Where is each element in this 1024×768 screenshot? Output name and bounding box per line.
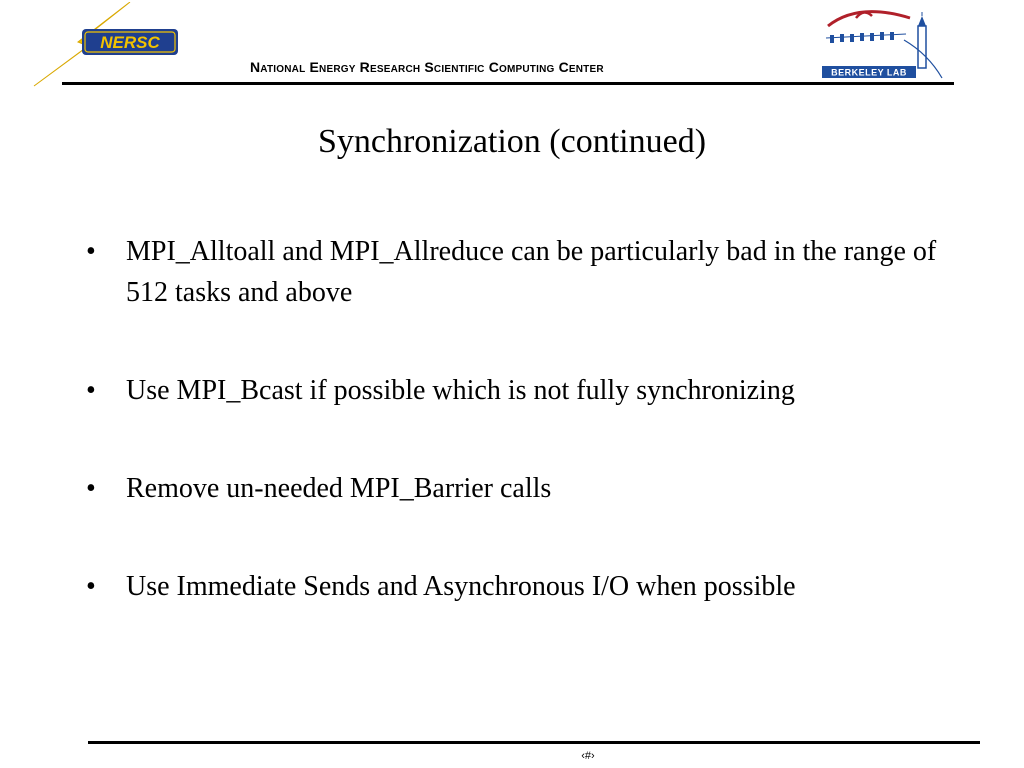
bullet-text: MPI_Alltoall and MPI_Allreduce can be particularly bad in the range of 512 tasks and above bbox=[126, 236, 937, 308]
bullet-item bbox=[86, 370, 966, 411]
page-number: ‹#› bbox=[581, 750, 595, 762]
bullet-text: Remove un-needed MPI_Barrier calls bbox=[126, 473, 552, 504]
bullet-glyph: • bbox=[86, 236, 96, 267]
bullet-item bbox=[86, 231, 966, 313]
svg-text:BERKELEY LAB: BERKELEY LAB bbox=[831, 67, 907, 78]
svg-text:NERSC: NERSC bbox=[100, 33, 160, 52]
slide-title: Synchronization (continued) bbox=[317, 123, 707, 160]
bullet-text: Use MPI_Bcast if possible which is not fully synchronizing bbox=[126, 375, 795, 406]
bullet-glyph: • bbox=[86, 473, 96, 504]
nersc-logo bbox=[30, 2, 185, 88]
bullet-glyph: • bbox=[86, 571, 96, 602]
bullet-text: Use Immediate Sends and Asynchronous I/O when possible bbox=[126, 571, 796, 602]
bullet-item bbox=[86, 468, 966, 509]
organization-name: National Energy Research Scientific Computing Center bbox=[250, 59, 604, 75]
header-rule bbox=[62, 82, 954, 85]
bullet-item bbox=[86, 566, 966, 607]
bullet-glyph: • bbox=[86, 375, 96, 406]
berkeley-lab-logo bbox=[818, 4, 948, 80]
bullet-list bbox=[86, 231, 966, 664]
footer-rule bbox=[88, 741, 980, 744]
